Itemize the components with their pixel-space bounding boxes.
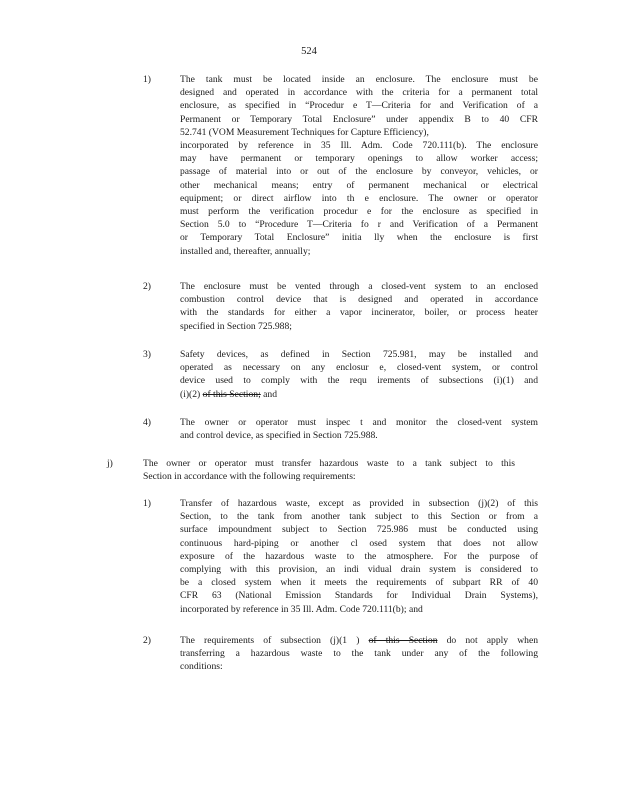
paragraph-item-3 bbox=[180, 348, 538, 401]
text-line: surface impoundment subject to Section 725.986 must be conducted using bbox=[180, 524, 538, 536]
text-line: Section, to the tank from another tank subject to this Section or from a bbox=[180, 511, 538, 523]
text-line: conditions: bbox=[180, 661, 223, 673]
paragraph-item-1 bbox=[180, 73, 538, 258]
struck-text: of this Section bbox=[368, 635, 438, 646]
text-line: Section 5.0 to “Procedure T—Criteria fo r and Verification of a Permanent bbox=[180, 219, 538, 231]
text-line: Transfer of hazardous waste, except as provided in subsection (j)(2) of this bbox=[180, 498, 538, 509]
text-line: or Temporary Total Enclosure” initia lly when the enclosure is first bbox=[180, 232, 538, 244]
text-line: operated as necessary on any enclosur e, closed-vent system, or control bbox=[180, 362, 538, 374]
text-line: Permanent or Temporary Total Enclosure” under appendix B to 40 CFR bbox=[180, 113, 538, 125]
text-line: enclosure, as specified in “Procedur e T—Criteria for and Verification of a bbox=[180, 100, 538, 112]
text-line: 52.741 (VOM Measurement Techniques for Capture Efficiency), bbox=[180, 126, 429, 138]
text-line: Section in accordance with the following requirements: bbox=[143, 471, 356, 483]
paragraph-item-4 bbox=[180, 416, 538, 442]
text-line: must perform the verification procedur e for the enclosure as specified in bbox=[180, 206, 538, 218]
subsection-j-intro bbox=[143, 457, 515, 483]
text-line: Safety devices, as defined in Section 725.981, may be installed and bbox=[180, 349, 538, 360]
text-line: may have permanent or temporary openings to allow worker access; bbox=[180, 153, 538, 165]
item-label: 2) bbox=[143, 635, 151, 646]
text-line: installed and, thereafter, annually; bbox=[180, 245, 311, 257]
text-line-with-strikeout bbox=[180, 634, 538, 647]
text-line: be a closed system when it meets the requirements of subpart RR of 40 bbox=[180, 577, 538, 589]
paragraph-item-2 bbox=[180, 280, 538, 333]
text-line-with-strikeout bbox=[180, 388, 538, 401]
text-line: continuous hard-piping or another cl osed system that does not allow bbox=[180, 537, 538, 549]
paragraph-j-item-1 bbox=[180, 497, 538, 616]
text-line: The tank must be located inside an enclosure. The enclosure must be bbox=[180, 74, 538, 85]
text-line: complying with this provision, an indi vidual drain system is considered to bbox=[180, 564, 538, 576]
text-line: CFR 63 (National Emission Standards for Individual Drain Systems), bbox=[180, 590, 538, 602]
text-line: The enclosure must be vented through a closed-vent system to an enclosed bbox=[180, 281, 538, 292]
text-line: incorporated by reference in 35 Ill. Adm. Code 720.111(b). The enclosure bbox=[180, 140, 538, 152]
paragraph-j-item-2 bbox=[180, 634, 538, 674]
struck-text: of this Section; bbox=[202, 388, 261, 400]
text-fragment: and bbox=[260, 388, 277, 400]
text-line: designed and operated in accordance with the criteria for a permanent total bbox=[180, 87, 538, 99]
text-fragment: The requirements of subsection (j)(1 ) bbox=[180, 635, 369, 646]
text-line: combustion control device that is designed and operated in accordance bbox=[180, 294, 538, 306]
item-label: 1) bbox=[143, 74, 151, 85]
text-line: with the standards for either a vapor incinerator, boiler, or process heater bbox=[180, 307, 538, 319]
text-line: The owner or operator must transfer hazardous waste to a tank subject to this bbox=[143, 458, 515, 469]
subsection-label: j) bbox=[107, 458, 113, 469]
item-label: 2) bbox=[143, 281, 151, 292]
text-line: and control device, as specified in Section 725.988. bbox=[180, 430, 378, 442]
text-line: exposure of the hazardous waste to the atmosphere. For the purpose of bbox=[180, 550, 538, 562]
text-line: device used to comply with the requ irements of subsections (i)(1) and bbox=[180, 375, 538, 387]
text-fragment: do not apply when bbox=[437, 635, 539, 646]
page-number: 524 bbox=[301, 46, 317, 57]
text-line: passage of material into or out of the enclosure by conveyor, vehicles, or bbox=[180, 166, 538, 178]
item-label: 1) bbox=[143, 498, 151, 509]
text-fragment: (i)(2) bbox=[180, 388, 203, 400]
text-line: transferring a hazardous waste to the tank under any of the following bbox=[180, 648, 538, 660]
text-line: specified in Section 725.988; bbox=[180, 320, 292, 332]
text-line: incorporated by reference in 35 Ill. Adm. Code 720.111(b); and bbox=[180, 603, 423, 615]
item-label: 3) bbox=[143, 349, 151, 360]
text-line: equipment; or direct airflow into th e enclosure. The owner or operator bbox=[180, 192, 538, 204]
item-label: 4) bbox=[143, 417, 151, 428]
text-line: other mechanical means; entry of permanent mechanical or electrical bbox=[180, 179, 538, 191]
text-line: The owner or operator must inspec t and monitor the closed-vent system bbox=[180, 417, 538, 428]
